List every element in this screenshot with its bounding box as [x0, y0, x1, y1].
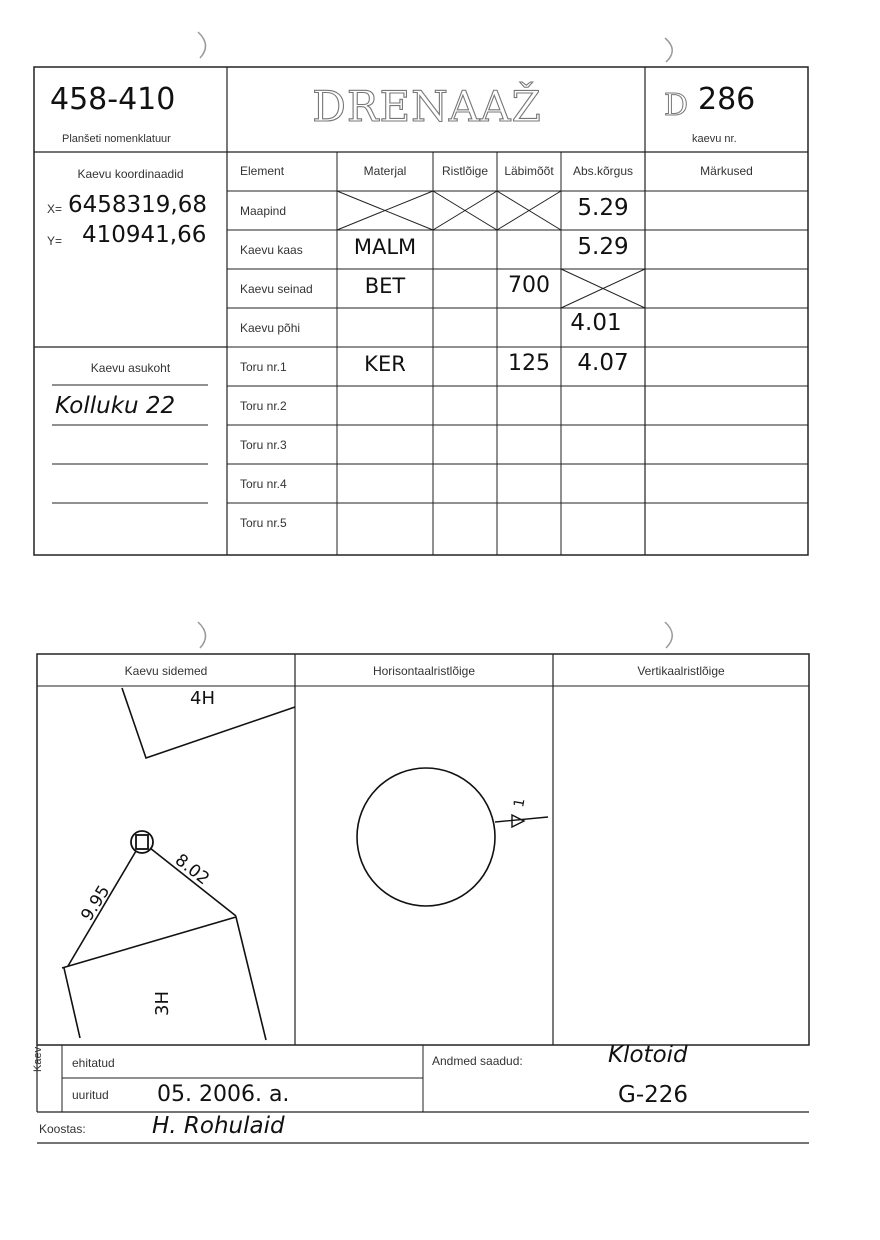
cell-abs: 4.01: [570, 310, 622, 336]
row-element: Kaevu kaas: [240, 243, 303, 257]
building-sketch-bottom: [62, 917, 266, 1040]
cell-materjal: KER: [364, 352, 406, 376]
building-bottom-label: 3H: [152, 991, 173, 1016]
pipe-arrow: [512, 815, 524, 827]
cell-labimoot: 125: [508, 351, 550, 376]
built-label: ehitatud: [72, 1056, 115, 1070]
col-vertical-label: Vertikaalristlõige: [637, 664, 725, 678]
cell-abs: 4.07: [577, 350, 629, 376]
coords-label: Kaevu koordinaadid: [77, 167, 184, 181]
well-number: 286: [698, 82, 756, 117]
col-header-element: Element: [240, 164, 285, 178]
col-header-labimoot: Läbimõõt: [504, 164, 554, 178]
surveyed-label: uuritud: [72, 1088, 109, 1102]
col-header-abs: Abs.kõrgus: [572, 164, 634, 178]
title: DRENAAŽ: [312, 82, 542, 131]
surveyed-value: 05. 2006. a.: [157, 1082, 290, 1107]
cell-abs: 5.29: [577, 195, 629, 221]
row-element: Toru nr.2: [240, 399, 287, 413]
pipe-number: 1: [511, 797, 529, 809]
row-element: Kaevu põhi: [240, 321, 301, 335]
col-header-materjal: Materjal: [363, 164, 407, 178]
col-horizontal-label: Horisontaalristlõige: [372, 664, 476, 678]
sheet-label: Planšeti nomenklatuur: [62, 133, 171, 145]
row-element: Toru nr.1: [240, 360, 287, 374]
well-prefix: D: [663, 88, 689, 123]
location-value: Kolluku 22: [55, 393, 176, 419]
building-top-label: 4H: [190, 688, 215, 709]
source-value-1: Klotoid: [608, 1042, 688, 1068]
location-label: Kaevu asukoht: [90, 361, 171, 375]
distance-left-label: 9.95: [77, 881, 115, 925]
cell-abs: 5.29: [577, 234, 629, 260]
cell-labimoot: 700: [508, 273, 550, 298]
cell-materjal: MALM: [353, 235, 417, 259]
side-label: Kaev: [32, 1046, 44, 1072]
row-element: Maapind: [240, 204, 287, 218]
col-header-markused: Märkused: [700, 164, 753, 178]
row-element: Toru nr.5: [240, 516, 287, 530]
row-element: Toru nr.3: [240, 438, 287, 452]
col-header-ristloige: Ristlõige: [441, 164, 489, 178]
source-value-2: G-226: [618, 1082, 689, 1108]
x-prefix: X=: [47, 202, 63, 216]
y-value: 410941,66: [82, 222, 207, 248]
y-prefix: Y=: [47, 234, 63, 248]
source-label: Andmed saadud:: [432, 1054, 523, 1068]
row-element: Toru nr.4: [240, 477, 287, 491]
col-sidemed-label: Kaevu sidemed: [124, 664, 208, 678]
distance-right-label: 8.02: [170, 850, 214, 890]
well-symbol: [131, 831, 153, 853]
cell-materjal: BET: [364, 274, 406, 298]
sheet-number: 458-410: [50, 82, 176, 117]
well-section-circle: [357, 768, 495, 906]
compiler-label: Koostas:: [39, 1122, 86, 1136]
compiler-value: H. Rohulaid: [152, 1113, 285, 1139]
row-element: Kaevu seinad: [240, 282, 313, 296]
well-label: kaevu nr.: [692, 133, 737, 145]
x-value: 6458319,68: [68, 192, 208, 218]
